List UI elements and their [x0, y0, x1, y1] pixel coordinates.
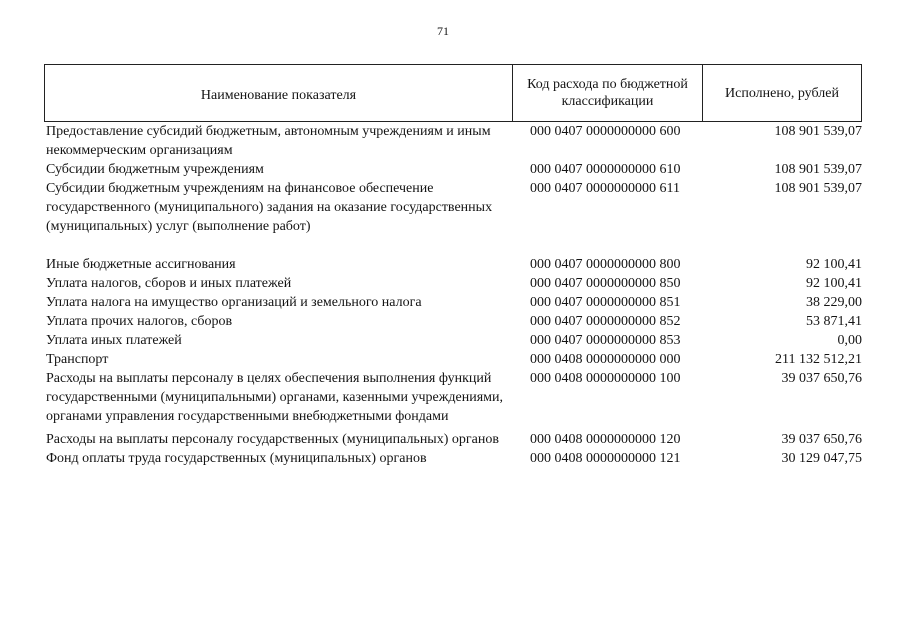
row-code: 000 0407 0000000000 600: [530, 124, 681, 139]
table-body: [44, 122, 862, 468]
row-amount: 30 129 047,75: [781, 451, 862, 466]
row-code: 000 0407 0000000000 800: [530, 257, 681, 272]
row-name: Субсидии бюджетным учреждениям: [46, 162, 264, 177]
table-row: [44, 160, 862, 179]
row-name: Расходы на выплаты персоналу в целях обеспечения выполнения функций государственными (муниципальными) органами, казенными учреждениями, органами управления государственными внебюджетными фондами: [46, 371, 503, 424]
row-amount: 92 100,41: [806, 276, 862, 291]
table-row: [44, 449, 862, 468]
row-amount: 108 901 539,07: [774, 181, 862, 196]
row-name: Уплата иных платежей: [46, 333, 182, 348]
header-name: Наименование показателя: [45, 65, 513, 121]
table-header: [44, 64, 862, 122]
row-name: Уплата прочих налогов, сборов: [46, 314, 233, 329]
header-amount: Исполнено, рублей: [725, 85, 839, 101]
table-row: [44, 369, 862, 426]
row-name: Фонд оплаты труда государственных (муниципальных) органов: [46, 451, 427, 466]
table-row: [44, 179, 862, 236]
row-amount: 108 901 539,07: [774, 124, 862, 139]
row-code: 000 0407 0000000000 850: [530, 276, 681, 291]
table-row: [44, 293, 862, 312]
row-code: 000 0408 0000000000 120: [530, 432, 681, 447]
row-code: 000 0407 0000000000 853: [530, 333, 681, 348]
row-amount: 38 229,00: [806, 295, 862, 310]
header-code: Код расхода по бюджетной классификации: [513, 65, 703, 121]
row-amount: 0,00: [837, 333, 862, 348]
table-row: [44, 350, 862, 369]
row-code: 000 0408 0000000000 121: [530, 451, 681, 466]
row-amount: 39 037 650,76: [781, 432, 862, 447]
row-amount: 53 871,41: [806, 314, 862, 329]
row-amount: 92 100,41: [806, 257, 862, 272]
row-code: 000 0408 0000000000 000: [530, 352, 681, 367]
table-row: [44, 122, 862, 160]
row-name: Субсидии бюджетным учреждениям на финансовое обеспечение государственного (муниципального) задания на оказание государственных (муниципальных) услуг (выполнение работ): [46, 181, 493, 234]
page-number: 71: [437, 24, 449, 38]
row-name: Транспорт: [46, 352, 109, 367]
table-row: [44, 430, 862, 449]
row-name: Уплата налога на имущество организаций и земельного налога: [46, 295, 422, 310]
table-row: [44, 274, 862, 293]
row-name: Уплата налогов, сборов и иных платежей: [46, 276, 292, 291]
table-row: [44, 331, 862, 350]
row-code: 000 0407 0000000000 851: [530, 295, 681, 310]
row-name: Расходы на выплаты персоналу государственных (муниципальных) органов: [46, 432, 499, 447]
row-name: Иные бюджетные ассигнования: [46, 257, 236, 272]
row-name: Предоставление субсидий бюджетным, автономным учреждениям и иным некоммерческим организациям: [46, 124, 491, 158]
table-row: [44, 255, 862, 274]
row-code: 000 0408 0000000000 100: [530, 371, 681, 386]
row-amount: 108 901 539,07: [774, 162, 862, 177]
budget-table: [44, 64, 862, 468]
row-code: 000 0407 0000000000 610: [530, 162, 681, 177]
row-amount: 39 037 650,76: [781, 371, 862, 386]
table-row: [44, 312, 862, 331]
row-code: 000 0407 0000000000 611: [530, 181, 680, 196]
row-code: 000 0407 0000000000 852: [530, 314, 681, 329]
row-amount: 211 132 512,21: [775, 352, 862, 367]
